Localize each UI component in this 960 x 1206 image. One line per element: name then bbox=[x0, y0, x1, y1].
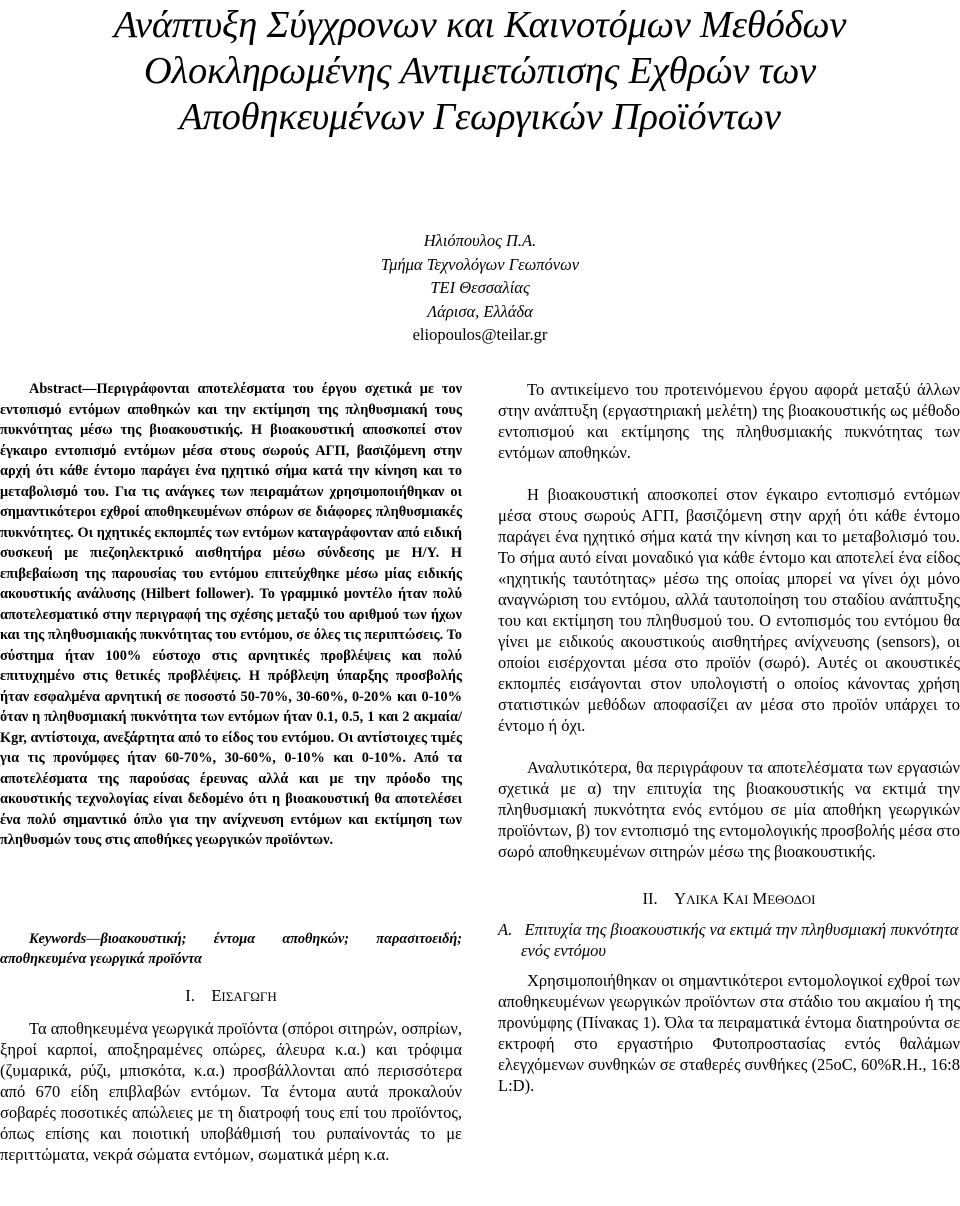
paper-title bbox=[0, 2, 960, 140]
subsection-a-paragraph: Χρησιμοποιήθηκαν οι σημαντικότεροι εντομολογικοί εχθροί των αποθηκευμένων γεωργικών προϊόντων στα στάδιο του ακμαίου ή της προνύμφης (Πίνακας 1). Όλα τα πειραματικά έντομα διατηρούντα σε εκτροφή στο εργαστήριο Φυτοπροστασίας εντός θαλάμων ελεγχόμενων συνθηκών σε σταθερές συνθήκες (25oC, 60%R.H., 16:8 L:D). bbox=[498, 971, 960, 1095]
right-column bbox=[498, 379, 960, 1117]
subsection-a-heading bbox=[498, 919, 960, 961]
author-institution: ΤΕΙ Θεσσαλίας bbox=[430, 278, 530, 297]
right-paragraph-3: Αναλυτικότερα, θα περιγράφουν τα αποτελέσματα των εργασιών σχετικά με α) την επιτυχία της βιοακουστικής να εκτιμά την πληθυσμιακή πυκνότητα ενός εντόμου σε μία αποθήκη γεωργικών προϊόντων, β) τον εντοπισμό της εντομολογικής προσβολής μέσα στο σωρό αποθηκευμένων σιτηρών μέσω της βιοακουστικής. bbox=[498, 758, 960, 861]
right-paragraph-2: Η βιοακουστική αποσκοπεί στον έγκαιρο εντοπισμό εντόμων μέσα στους σωρούς ΑΓΠ, βασιζόμενη στην αρχή ότι κάθε έντομο παράγει ένα ηχητικό σήμα κατά την κίνηση και το μεταβολισμό του. Το σήμα αυτό είναι μοναδικό για κάθε έντομο και αποτελεί ένα είδος «ηχητικής ταυτότητας» μέσω της οποίας μπορεί να γίνει όχι μόνο αναγνώριση του εντόμου, αλλά ταυτοποίηση του σταδίου ανάπτυξης του και εκτίμηση του πληθυσμού του. Ο εντοπισμός του εντόμου θα γίνει με ειδικούς ακουστικούς αισθητήρες ανίχνευσης (sensors), οι οποίοι εισέρχονται μέσα στο προϊόν (σωρό). Αυτές οι ακουστικές εκπομπές εισάγονται στον υπολογιστή ο οποίος κάνοντας χρήση στατιστικών μεθόδων αποφασίζει αν μέσα στο προϊόν υπάρχει το έντομο ή όχι. bbox=[498, 485, 960, 735]
section-2-rest-2: ΕΘΟΔΟΙ bbox=[767, 892, 816, 907]
title-line-2: Ολοκληρωμένης Αντιμετώπισης Εχθρών των bbox=[143, 50, 817, 92]
left-column bbox=[0, 379, 462, 1165]
abstract bbox=[0, 379, 462, 851]
introduction-paragraph: Τα αποθηκευμένα γεωργικά προϊόντα (σπόροι σιτηρών, οσπρίων, ξηροί καρποί, αποξηραμένες οπώρες, άλευρα κ.α.) και τρόφιμα (ζυμαρικά, ρύζι, μπισκότα, κ.α.) προσβάλλονται από περισσότερα από 670 είδη επιβλαβών εντόμων. Τα έντομα αυτά προκαλούν σοβαρές ποσοτικές απώλειες με τη διατροφή τους επί του προϊόντος, όπως επίσης και ποιοτική υποβάθμισή του ρυπαίνοντάς το με περιττώματα, νεκρά σώματα εντόμων, σωματικά μέρη κ.α. bbox=[0, 1018, 462, 1164]
section-2-initial-2: Μ bbox=[752, 889, 768, 908]
keywords-dash: — bbox=[86, 930, 101, 947]
title-line-1: Ανάπτυξη Σύγχρονων και Καινοτόμων Μεθόδων bbox=[113, 4, 847, 46]
subsection-a-title: Επιτυχία της βιοακουστικής να εκτιμά την πληθυσμιακή πυκνότητα ενός εντόμου bbox=[521, 920, 959, 960]
section-2-initial-1: Υ bbox=[674, 889, 687, 908]
section-1-numeral: I. bbox=[185, 985, 195, 1005]
section-1-initial: Ε bbox=[211, 985, 222, 1005]
right-paragraph-1: Το αντικείμενο του προτεινόμενου έργου αφορά μεταξύ άλλων στην ανάπτυξη (εργαστηριακή μελέτη) της βιοακουστικής ως μέθοδο εντοπισμού και εκτίμησης της πληθυσμιακής πυκνότητας των εντόμων αποθηκών. bbox=[498, 380, 960, 462]
section-2-and-initial: Κ bbox=[722, 889, 735, 908]
section-2-and-rest: ΑΙ bbox=[734, 892, 749, 907]
keywords-terms: βιοακουστική; έντομα αποθηκών; παρασιτοειδή; αποθηκευμένα γεωργικά προϊόντα bbox=[0, 930, 462, 967]
author-department: Τμήμα Τεχνολόγων Γεωπόνων bbox=[380, 254, 580, 274]
section-heading-materials-methods bbox=[498, 888, 960, 911]
section-1-rest: ΙΣΑΓΩΓΗ bbox=[221, 988, 277, 1004]
keywords bbox=[0, 929, 462, 970]
abstract-label: Abstract bbox=[29, 381, 83, 397]
section-heading-introduction bbox=[0, 985, 462, 1008]
keywords-label: Keywords bbox=[29, 930, 87, 947]
abstract-text: Περιγράφονται αποτελέσματα του έργου σχετικά με τον εντοπισμό εντόμων αποθηκών και την εκτίμηση της πληθυσμιακή τους πυκνότητας μέσω της βιοακουστικής. Η βιοακουστική αποσκοπεί στον έγκαιρο εντοπισμό εντόμων μέσα στους σωρούς ΑΓΠ, βασιζόμενη στην αρχή ότι κάθε έντομο παράγει ένα ηχητικό σήμα κατά την κίνηση και το μεταβολισμό του. Για τις ανάγκες των πειραμάτων χρησιμοποιήθηκαν οι σημαντικότεροι εχθροί αποθηκευμένων σπόρων σε διάφορες πληθυσμιακές πυκνότητες. Οι ηχητικές εκπομπές των εντόμων καταγράφονταν από ειδική συσκευή με πιεζοηλεκτρικό αισθητήρα μέσω σύνδεσης με Η/Υ. Η επιβεβαίωση της παρουσίας του εντόμου επιτεύχθηκε μέσω μίας ειδικής ακουστικής ανάλυσης (Hilbert follower). Το γραμμικό μοντέλο ήταν πολύ αποτελεσματικό στην περιγραφή της σχέσης μεταξύ του αριθμού των ήχων και της πληθυσμιακής πυκνότητας του εντόμου, σε όλες τις περιπτώσεις. Το σύστημα ήταν 100% εύστοχο στις αρνητικές προβλέψεις και πολύ επιτυχημένο στις θετικές προβλέψεις. Η πρόβλεψη ύπαρξης προσβολής ήταν εσφαλμένα αρνητική σε ποσοστό 50-70%, 30-60%, 0-20% και 0-10% όταν η πληθυσμιακή πυκνότητα των εντόμων ήταν 0.1, 0.5, 1 και 2 ακμαία/ Kgr, αντίστοιχα, ανεξάρτητα από το είδος του εντόμου. Οι αντίστοιχες τιμές για τις προνύμφες ήταν 60-70%, 30-60%, 0-10% και 0-10%. Από τα αποτελέσματα της παρούσας έρευνας αλλά και με την πρόοδο της ακουστικής τεχνολογίας είναι δεδομένο ότι η βιοακουστική θα αποτελέσει ένα πολύ σημαντικό όπλο για την ανίχνευση εντόμων και εκτίμηση των πληθυσμών τους στις αποθήκες γεωργικών προϊόντων. bbox=[0, 381, 462, 848]
section-2-numeral: II. bbox=[642, 889, 658, 908]
subsection-a-label: A. bbox=[498, 920, 513, 939]
author-block bbox=[0, 229, 960, 347]
title-line-3: Αποθηκευμένων Γεωργικών Προϊόντων bbox=[179, 96, 781, 138]
author-email: eliopoulos@teilar.gr bbox=[412, 325, 548, 344]
author-name: Ηλιόπουλος Π.Α. bbox=[423, 231, 537, 250]
abstract-dash: — bbox=[82, 381, 97, 397]
author-city: Λάρισα, Ελλάδα bbox=[427, 301, 533, 321]
section-2-rest-1: ΛΙΚΑ bbox=[686, 892, 719, 907]
